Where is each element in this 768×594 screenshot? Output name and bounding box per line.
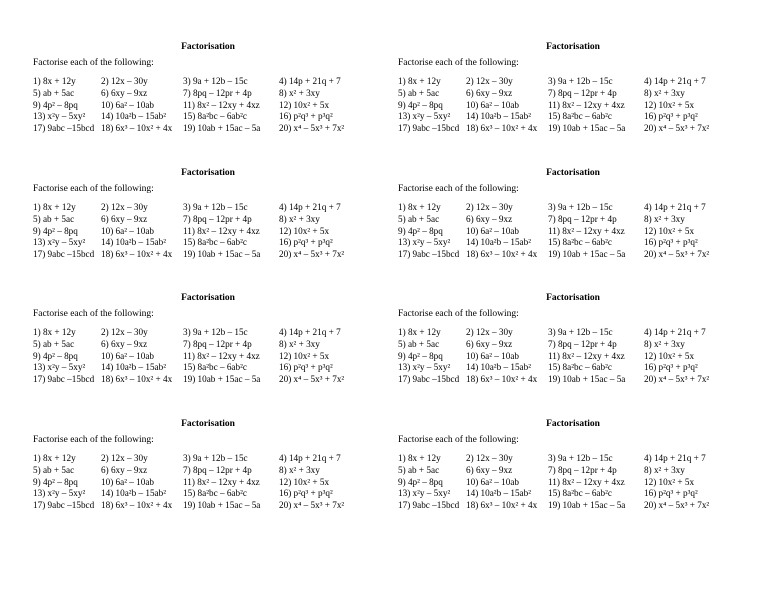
problem-item: 20) x⁴ – 5x³ + 7x²	[279, 123, 345, 134]
problem-item: 4) 14p + 21q + 7	[644, 327, 706, 337]
problem-item: 14) 10a²b – 15ab²	[466, 362, 531, 373]
problem-item: 17) 9abc –15bcd	[398, 374, 460, 385]
problem-item: 1) 8x + 12y	[33, 327, 76, 337]
problem-item: 11) 8x² – 12xy + 4xz	[548, 476, 625, 487]
problem-item: 16) p²q³ + p³q²	[644, 111, 698, 122]
problem-item: 11) 8x² – 12xy + 4xz	[548, 99, 625, 110]
problem-item: 12) 10x² + 5x	[279, 350, 330, 361]
worksheet-instruction: Factorise each of the following:	[398, 58, 519, 68]
problem-grid	[33, 76, 375, 135]
problem-item: 1) 8x + 12y	[33, 202, 76, 212]
problem-item: 6) 6xy – 9xz	[466, 464, 513, 475]
problem-item: 15) 8a²bc – 6ab²c	[548, 111, 612, 122]
problem-item: 12) 10x² + 5x	[279, 225, 330, 236]
problem-item: 19) 10ab + 15ac – 5a	[183, 249, 261, 260]
problem-item: 1) 8x + 12y	[33, 76, 76, 86]
problem-item: 2) 12x – 30y	[466, 453, 513, 463]
problem-item: 13) x²y – 5xy²	[398, 111, 451, 122]
problem-item: 8) x² + 3xy	[644, 213, 685, 224]
problem-grid	[398, 202, 740, 261]
problem-item: 5) ab + 5ac	[398, 338, 440, 349]
problem-item: 7) 8pq – 12pr + 4p	[548, 213, 617, 224]
problem-item: 9) 4p² – 8pq	[398, 99, 443, 110]
problem-item: 3) 9a + 12b – 15c	[183, 453, 248, 463]
problem-item: 9) 4p² – 8pq	[33, 350, 78, 361]
problem-item: 18) 6x³ – 10x² + 4x	[101, 374, 173, 385]
problem-item: 13) x²y – 5xy²	[398, 237, 451, 248]
problem-item: 19) 10ab + 15ac – 5a	[548, 249, 626, 260]
problem-item: 13) x²y – 5xy²	[33, 237, 86, 248]
problem-grid	[398, 76, 740, 135]
problem-item: 3) 9a + 12b – 15c	[183, 76, 248, 86]
problem-item: 2) 12x – 30y	[101, 202, 148, 212]
problem-item: 6) 6xy – 9xz	[466, 87, 513, 98]
problem-item: 7) 8pq – 12pr + 4p	[183, 464, 252, 475]
worksheet-instruction: Factorise each of the following:	[33, 58, 154, 68]
problem-item: 10) 6a² – 10ab	[101, 350, 155, 361]
problem-item: 6) 6xy – 9xz	[101, 338, 148, 349]
problem-item: 10) 6a² – 10ab	[466, 350, 520, 361]
problem-item: 14) 10a²b – 15ab²	[101, 111, 166, 122]
problem-item: 11) 8x² – 12xy + 4xz	[548, 350, 625, 361]
problem-item: 16) p²q³ + p³q²	[279, 488, 333, 499]
problem-grid	[33, 453, 375, 512]
problem-item: 8) x² + 3xy	[644, 464, 685, 475]
problem-item: 10) 6a² – 10ab	[466, 476, 520, 487]
problem-item: 18) 6x³ – 10x² + 4x	[466, 374, 538, 385]
problem-item: 4) 14p + 21q + 7	[279, 327, 341, 337]
problem-item: 14) 10a²b – 15ab²	[466, 111, 531, 122]
problem-item: 1) 8x + 12y	[398, 202, 441, 212]
problem-item: 8) x² + 3xy	[644, 87, 685, 98]
problem-item: 12) 10x² + 5x	[644, 225, 695, 236]
problem-item: 19) 10ab + 15ac – 5a	[183, 500, 261, 511]
problem-item: 4) 14p + 21q + 7	[279, 453, 341, 463]
problem-item: 9) 4p² – 8pq	[33, 225, 78, 236]
problem-item: 16) p²q³ + p³q²	[644, 237, 698, 248]
problem-item: 3) 9a + 12b – 15c	[548, 76, 613, 86]
problem-item: 15) 8a²bc – 6ab²c	[548, 362, 612, 373]
problem-item: 15) 8a²bc – 6ab²c	[183, 488, 247, 499]
problem-item: 2) 12x – 30y	[101, 76, 148, 86]
problem-item: 2) 12x – 30y	[101, 453, 148, 463]
problem-item: 7) 8pq – 12pr + 4p	[548, 464, 617, 475]
problem-item: 13) x²y – 5xy²	[33, 362, 86, 373]
problem-item: 5) ab + 5ac	[33, 338, 75, 349]
problem-item: 20) x⁴ – 5x³ + 7x²	[644, 500, 710, 511]
problem-item: 4) 14p + 21q + 7	[644, 453, 706, 463]
problem-item: 18) 6x³ – 10x² + 4x	[101, 123, 173, 134]
problem-item: 6) 6xy – 9xz	[466, 338, 513, 349]
problem-item: 19) 10ab + 15ac – 5a	[548, 374, 626, 385]
problem-item: 2) 12x – 30y	[466, 202, 513, 212]
problem-item: 18) 6x³ – 10x² + 4x	[101, 500, 173, 511]
problem-item: 6) 6xy – 9xz	[101, 213, 148, 224]
problem-item: 11) 8x² – 12xy + 4xz	[183, 476, 260, 487]
problem-item: 14) 10a²b – 15ab²	[101, 488, 166, 499]
problem-item: 11) 8x² – 12xy + 4xz	[548, 225, 625, 236]
problem-item: 5) ab + 5ac	[398, 87, 440, 98]
problem-item: 14) 10a²b – 15ab²	[101, 362, 166, 373]
worksheet-title: Factorisation	[546, 293, 600, 303]
worksheet-title: Factorisation	[546, 168, 600, 178]
problem-item: 10) 6a² – 10ab	[466, 225, 520, 236]
worksheet-instruction: Factorise each of the following:	[33, 435, 154, 445]
problem-item: 17) 9abc –15bcd	[33, 123, 95, 134]
problem-item: 17) 9abc –15bcd	[398, 123, 460, 134]
worksheet-instruction: Factorise each of the following:	[398, 435, 519, 445]
problem-item: 3) 9a + 12b – 15c	[548, 202, 613, 212]
problem-item: 17) 9abc –15bcd	[33, 500, 95, 511]
problem-item: 3) 9a + 12b – 15c	[548, 453, 613, 463]
problem-item: 12) 10x² + 5x	[644, 99, 695, 110]
problem-item: 16) p²q³ + p³q²	[279, 237, 333, 248]
problem-item: 7) 8pq – 12pr + 4p	[548, 338, 617, 349]
problem-item: 10) 6a² – 10ab	[101, 99, 155, 110]
problem-item: 13) x²y – 5xy²	[398, 362, 451, 373]
problem-item: 16) p²q³ + p³q²	[279, 111, 333, 122]
problem-item: 2) 12x – 30y	[101, 327, 148, 337]
worksheet-title: Factorisation	[546, 42, 600, 52]
problem-item: 12) 10x² + 5x	[644, 350, 695, 361]
problem-item: 15) 8a²bc – 6ab²c	[548, 488, 612, 499]
problem-item: 4) 14p + 21q + 7	[279, 202, 341, 212]
problem-item: 16) p²q³ + p³q²	[644, 488, 698, 499]
worksheet-title: Factorisation	[181, 168, 235, 178]
problem-item: 5) ab + 5ac	[33, 464, 75, 475]
problem-item: 7) 8pq – 12pr + 4p	[183, 338, 252, 349]
problem-item: 7) 8pq – 12pr + 4p	[183, 87, 252, 98]
problem-item: 13) x²y – 5xy²	[33, 488, 86, 499]
worksheet-instruction: Factorise each of the following:	[398, 184, 519, 194]
problem-item: 5) ab + 5ac	[398, 213, 440, 224]
problem-item: 11) 8x² – 12xy + 4xz	[183, 225, 260, 236]
problem-item: 5) ab + 5ac	[398, 464, 440, 475]
problem-item: 19) 10ab + 15ac – 5a	[548, 500, 626, 511]
problem-item: 9) 4p² – 8pq	[398, 476, 443, 487]
problem-item: 8) x² + 3xy	[279, 87, 320, 98]
problem-item: 10) 6a² – 10ab	[466, 99, 520, 110]
problem-item: 17) 9abc –15bcd	[398, 249, 460, 260]
problem-item: 9) 4p² – 8pq	[33, 476, 78, 487]
problem-item: 15) 8a²bc – 6ab²c	[183, 362, 247, 373]
problem-item: 3) 9a + 12b – 15c	[183, 202, 248, 212]
problem-item: 5) ab + 5ac	[33, 213, 75, 224]
worksheet-instruction: Factorise each of the following:	[33, 184, 154, 194]
problem-item: 2) 12x – 30y	[466, 327, 513, 337]
problem-item: 9) 4p² – 8pq	[398, 225, 443, 236]
problem-item: 20) x⁴ – 5x³ + 7x²	[644, 249, 710, 260]
problem-item: 13) x²y – 5xy²	[33, 111, 86, 122]
problem-item: 16) p²q³ + p³q²	[279, 362, 333, 373]
problem-item: 12) 10x² + 5x	[279, 99, 330, 110]
problem-item: 13) x²y – 5xy²	[398, 488, 451, 499]
problem-item: 2) 12x – 30y	[466, 76, 513, 86]
problem-item: 12) 10x² + 5x	[644, 476, 695, 487]
problem-item: 18) 6x³ – 10x² + 4x	[466, 123, 538, 134]
problem-item: 7) 8pq – 12pr + 4p	[183, 213, 252, 224]
problem-item: 18) 6x³ – 10x² + 4x	[101, 249, 173, 260]
problem-item: 19) 10ab + 15ac – 5a	[548, 123, 626, 134]
problem-item: 3) 9a + 12b – 15c	[183, 327, 248, 337]
problem-item: 10) 6a² – 10ab	[101, 225, 155, 236]
problem-item: 8) x² + 3xy	[279, 464, 320, 475]
problem-item: 16) p²q³ + p³q²	[644, 362, 698, 373]
problem-item: 17) 9abc –15bcd	[398, 500, 460, 511]
problem-item: 15) 8a²bc – 6ab²c	[183, 111, 247, 122]
problem-item: 11) 8x² – 12xy + 4xz	[183, 99, 260, 110]
problem-item: 10) 6a² – 10ab	[101, 476, 155, 487]
problem-item: 18) 6x³ – 10x² + 4x	[466, 500, 538, 511]
problem-item: 1) 8x + 12y	[33, 453, 76, 463]
problem-item: 4) 14p + 21q + 7	[644, 76, 706, 86]
problem-item: 9) 4p² – 8pq	[33, 99, 78, 110]
problem-grid	[33, 202, 375, 261]
problem-item: 18) 6x³ – 10x² + 4x	[466, 249, 538, 260]
problem-item: 20) x⁴ – 5x³ + 7x²	[644, 123, 710, 134]
problem-item: 7) 8pq – 12pr + 4p	[548, 87, 617, 98]
problem-item: 19) 10ab + 15ac – 5a	[183, 123, 261, 134]
problem-item: 6) 6xy – 9xz	[101, 464, 148, 475]
problem-item: 8) x² + 3xy	[279, 338, 320, 349]
problem-item: 20) x⁴ – 5x³ + 7x²	[279, 249, 345, 260]
problem-grid	[398, 327, 740, 386]
problem-item: 6) 6xy – 9xz	[101, 87, 148, 98]
problem-item: 5) ab + 5ac	[33, 87, 75, 98]
problem-item: 1) 8x + 12y	[398, 453, 441, 463]
problem-item: 1) 8x + 12y	[398, 76, 441, 86]
problem-item: 3) 9a + 12b – 15c	[548, 327, 613, 337]
problem-item: 20) x⁴ – 5x³ + 7x²	[644, 374, 710, 385]
problem-item: 8) x² + 3xy	[644, 338, 685, 349]
problem-item: 15) 8a²bc – 6ab²c	[548, 237, 612, 248]
problem-grid	[33, 327, 375, 386]
worksheet-instruction: Factorise each of the following:	[398, 309, 519, 319]
problem-item: 4) 14p + 21q + 7	[644, 202, 706, 212]
worksheet-title: Factorisation	[181, 293, 235, 303]
worksheet-title: Factorisation	[181, 42, 235, 52]
problem-item: 9) 4p² – 8pq	[398, 350, 443, 361]
problem-item: 14) 10a²b – 15ab²	[101, 237, 166, 248]
problem-item: 17) 9abc –15bcd	[33, 374, 95, 385]
problem-item: 1) 8x + 12y	[398, 327, 441, 337]
worksheet-title: Factorisation	[181, 419, 235, 429]
problem-item: 11) 8x² – 12xy + 4xz	[183, 350, 260, 361]
problem-item: 8) x² + 3xy	[279, 213, 320, 224]
problem-item: 17) 9abc –15bcd	[33, 249, 95, 260]
problem-item: 4) 14p + 21q + 7	[279, 76, 341, 86]
problem-grid	[398, 453, 740, 512]
problem-item: 20) x⁴ – 5x³ + 7x²	[279, 374, 345, 385]
problem-item: 14) 10a²b – 15ab²	[466, 488, 531, 499]
problem-item: 6) 6xy – 9xz	[466, 213, 513, 224]
problem-item: 12) 10x² + 5x	[279, 476, 330, 487]
worksheet-title: Factorisation	[546, 419, 600, 429]
worksheet-instruction: Factorise each of the following:	[33, 309, 154, 319]
problem-item: 19) 10ab + 15ac – 5a	[183, 374, 261, 385]
problem-item: 20) x⁴ – 5x³ + 7x²	[279, 500, 345, 511]
problem-item: 15) 8a²bc – 6ab²c	[183, 237, 247, 248]
problem-item: 14) 10a²b – 15ab²	[466, 237, 531, 248]
